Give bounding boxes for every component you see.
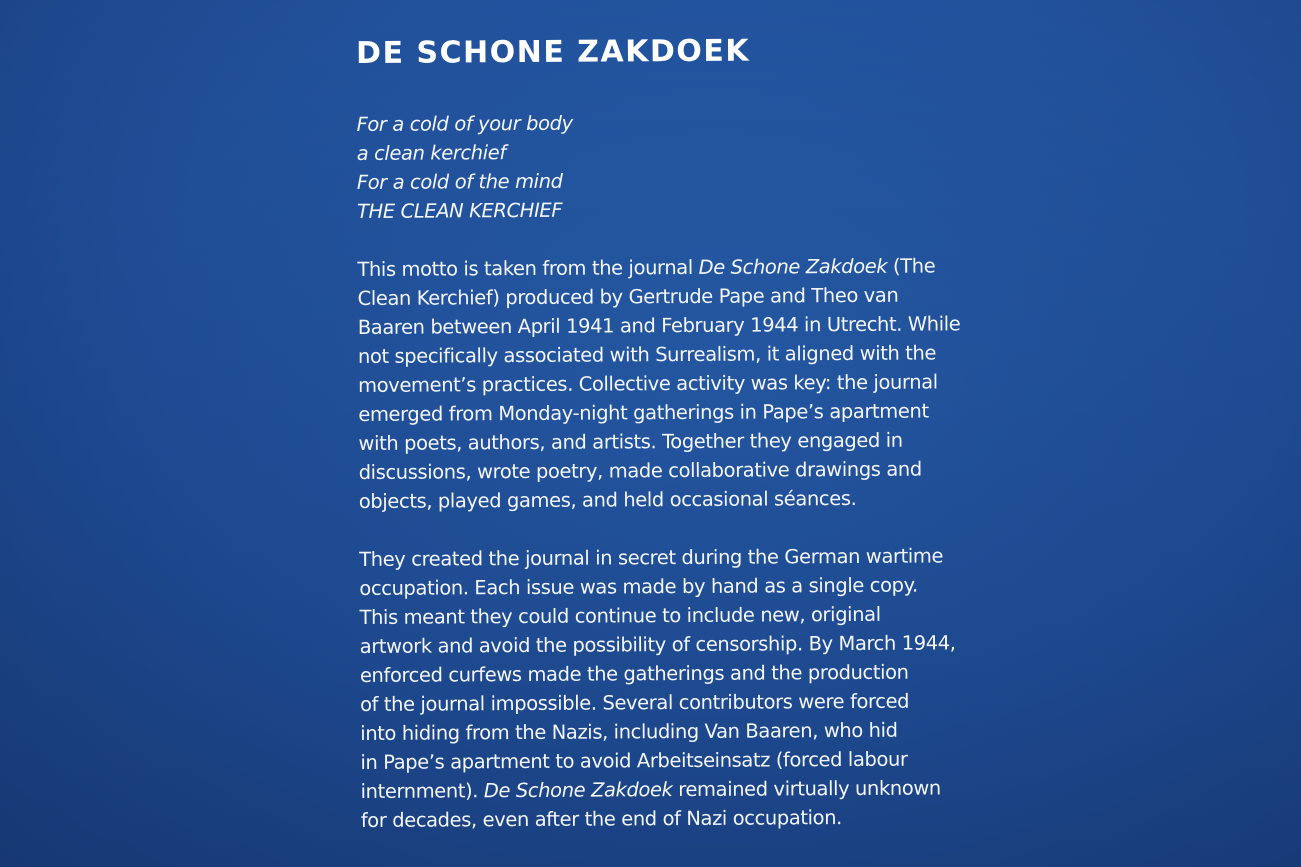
paragraph-1-line-1-end: (The	[887, 254, 936, 278]
motto-line-3: For a cold of the mind	[356, 169, 563, 194]
paragraph-1-line-2: Clean Kerchief) produced by Gertrude Pape and Theo van	[357, 283, 899, 310]
motto	[356, 106, 1017, 226]
paragraph-2-line-10: for decades, even after the end of Nazi occupation.	[360, 806, 842, 832]
paragraph-2-line-9	[361, 773, 1021, 806]
paragraph-2-line-9-start: internment).	[360, 779, 484, 803]
paragraph-1	[357, 251, 1019, 516]
journal-title-italic-2: De Schone Zakdoek	[483, 778, 673, 803]
paragraph-1-line-5: movement’s practices. Collective activity was key: the journal	[358, 370, 938, 397]
motto-line-1: For a cold of your body	[356, 111, 573, 136]
paragraph-1-line-7: with poets, authors, and artists. Together they engaged in	[358, 428, 903, 455]
journal-title-italic: De Schone Zakdoek	[698, 254, 888, 279]
paragraph-2-line-1: They created the journal in secret during the German wartime	[359, 544, 944, 571]
motto-line-2: a clean kerchief	[356, 141, 506, 165]
label-text-block	[356, 32, 1021, 835]
paragraph-2-line-5: enforced curfews made the gatherings and the production	[359, 660, 909, 687]
paragraph-2-line-9-end: remained virtually unknown	[672, 776, 941, 802]
paragraph-2-line-3: This meant they could continue to include new, original	[359, 602, 881, 629]
paragraph-2-line-4: artwork and avoid the possibility of censorship. By March 1944,	[359, 631, 956, 658]
paragraph-2-line-8: in Pape’s apartment to avoid Arbeitseinsatz (forced labour	[360, 747, 908, 774]
paragraph-2-line-6: of the journal impossible. Several contributors were forced	[360, 689, 910, 716]
paragraph-2-line-2: occupation. Each issue was made by hand as a single copy.	[359, 573, 918, 600]
motto-line-4: THE CLEAN KERCHIEF	[357, 198, 563, 223]
paragraph-1-line-6: emerged from Monday-night gatherings in Pape’s apartment	[358, 399, 929, 426]
paragraph-2-line-7: into hiding from the Nazis, including Van Baaren, who hid	[360, 718, 898, 745]
paragraph-2	[359, 541, 1021, 835]
paragraph-1-line-9: objects, played games, and held occasional séances.	[358, 486, 857, 513]
label-title: DE SCHONE ZAKDOEK	[356, 33, 751, 71]
paragraph-1-line-1-start: This motto is taken from the journal	[357, 255, 699, 281]
paragraph-1-line-8: discussions, wrote poetry, made collaborative drawings and	[358, 457, 922, 484]
paragraph-1-line-4: not specifically associated with Surrealism, it aligned with the	[357, 341, 937, 368]
paragraph-1-line-3: Baaren between April 1941 and February 1944 in Utrecht. While	[357, 312, 961, 339]
paragraph-1-line-1	[357, 251, 1017, 284]
